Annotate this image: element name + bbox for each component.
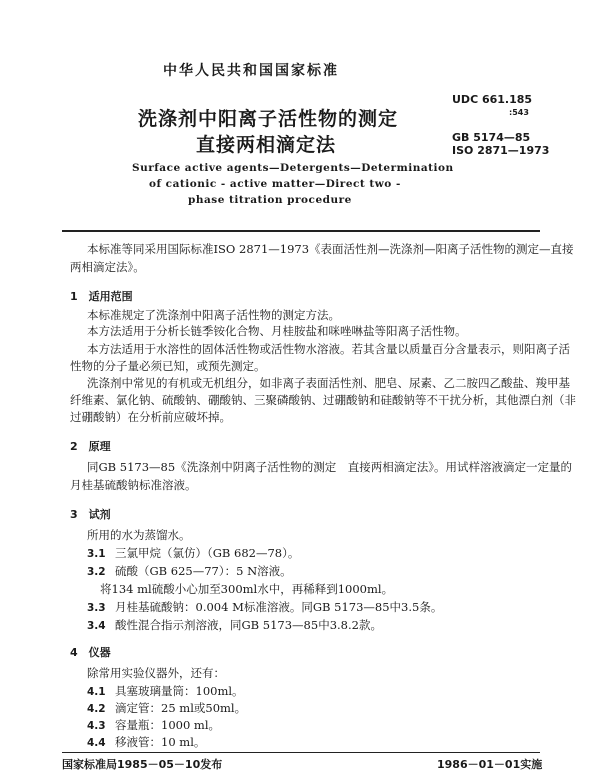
s3-note: 将134 ml硫酸小心加至300ml水中，再稀释到1000ml。 (100, 582, 394, 596)
title-line-1: 洗涤剂中阳离子活性物的测定 (138, 108, 399, 130)
issue-date: 国家标准局1985－05－10发布 (62, 758, 223, 771)
s1-para-1: 本标准规定了洗涤剂中阳离子活性物的测定方法。 (87, 308, 340, 322)
section-3-heading (70, 506, 111, 522)
s1-para-3-line-1: 本方法适用于水溶性的固体活性物或活性物水溶液。若其含量以质量百分含量表示，则阳离子活 (87, 342, 570, 356)
item-number: 3.4 (87, 620, 106, 632)
english-title-line-1: Surface active agents—Detergents—Determination (132, 162, 454, 174)
item-text: 容量瓶：1000 ml。 (115, 718, 221, 732)
gb-code: GB 5174—85 (452, 131, 531, 144)
footer-rule (62, 752, 540, 753)
intro-line-1: 本标准等同采用国际标准ISO 2871—1973《表面活性剂—洗涤剂—阳离子活性物的测定—直接 (87, 242, 574, 256)
item-number: 3.3 (87, 602, 106, 614)
s1-para-4-line-2: 纤维素、氯化钠、硫酸钠、硼酸钠、三聚磷酸钠、过硼酸钠和硅酸钠等不干扰分析，其他漂白剂（非 (70, 393, 576, 407)
udc-code: UDC 661.185 (452, 93, 533, 106)
item-number: 3.2 (87, 566, 106, 578)
section-2-heading (70, 438, 111, 454)
iso-code: ISO 2871—1973 (452, 144, 550, 157)
national-standard-label: 中华人民共和国国家标准 (163, 63, 339, 79)
s3-item-3-2 (87, 562, 292, 581)
item-text: 三氯甲烷（氯仿）（GB 682—78）。 (115, 546, 300, 560)
s3-item-3-3 (87, 598, 442, 617)
udc-code-suffix: :543 (509, 108, 529, 117)
effective-date: 1986－01－01实施 (437, 758, 543, 771)
item-text: 月桂基硫酸钠：0.004 M标准溶液。同GB 5173—85中3.5条。 (115, 600, 443, 614)
english-title-line-3: phase titration procedure (188, 194, 352, 206)
section-3-title: 试剂 (88, 508, 111, 521)
title-line-2: 直接两相滴定法 (196, 134, 337, 156)
s1-para-4-line-1: 洗涤剂中常见的有机或无机组分，如非离子表面活性剂、肥皂、尿素、乙二胺四乙酸盐、羧甲基 (87, 376, 570, 390)
header-rule (62, 230, 540, 232)
section-4-heading (70, 644, 111, 660)
item-text: 移液管：10 ml。 (115, 735, 206, 749)
section-4-number: 4 (70, 646, 78, 659)
item-text: 具塞玻璃量筒：100ml。 (115, 684, 244, 698)
item-number: 4.3 (87, 720, 106, 732)
s3-intro: 所用的水为蒸馏水。 (87, 528, 191, 542)
s3-item-3-1 (87, 544, 299, 563)
classification-codes (452, 93, 549, 157)
section-1-heading (70, 288, 133, 304)
s2-para-line-1: 同GB 5173—85《洗涤剂中阴离子活性物的测定 直接两相滴定法》。用试样溶液滴定一定量的 (87, 460, 572, 474)
s2-para-line-2: 月桂基硫酸钠标准溶液。 (70, 478, 197, 492)
item-number: 4.4 (87, 737, 106, 749)
s3-item-3-4 (87, 616, 382, 635)
item-text: 硫酸（GB 625—77）：5 N溶液。 (115, 564, 292, 578)
s1-para-3-line-2: 性物的分子量必须已知，或预先测定。 (70, 359, 266, 373)
section-1-number: 1 (70, 290, 78, 303)
section-4-title: 仪器 (88, 646, 111, 659)
english-title-line-2: of cationic - active matter—Direct two - (149, 178, 401, 190)
section-3-number: 3 (70, 508, 78, 521)
item-number: 4.1 (87, 686, 106, 698)
section-2-title: 原理 (88, 440, 111, 453)
section-2-number: 2 (70, 440, 78, 453)
intro-line-2: 两相滴定法》。 (70, 260, 145, 274)
s4-intro: 除常用实验仪器外，还有： (87, 666, 225, 680)
section-1-title: 适用范围 (88, 290, 133, 303)
s1-para-4-line-3: 过硼酸钠）在分析前应破坏掉。 (70, 410, 231, 424)
item-text: 滴定管：25 ml或50ml。 (115, 701, 247, 715)
s1-para-2: 本方法适用于分析长链季铵化合物、月桂胺盐和咪唑啉盐等阳离子活性物。 (87, 324, 467, 338)
item-text: 酸性混合指示剂溶液，同GB 5173—85中3.8.2款。 (115, 618, 382, 632)
item-number: 4.2 (87, 703, 106, 715)
item-number: 3.1 (87, 548, 106, 560)
s4-item-4-4 (87, 733, 205, 752)
